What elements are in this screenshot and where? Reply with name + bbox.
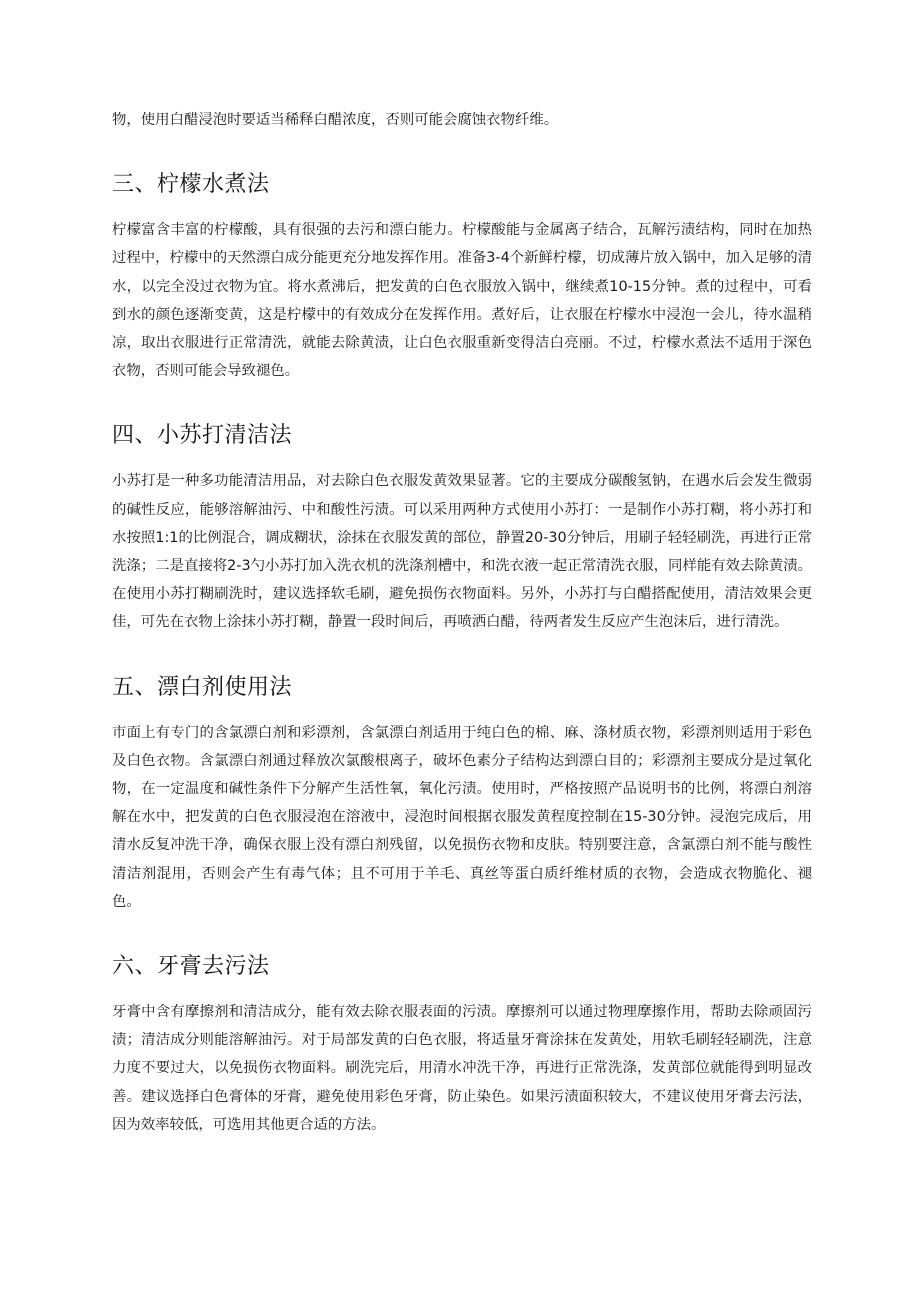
intro-paragraph: 物，使用白醋浸泡时要适当稀释白醋浓度，否则可能会腐蚀衣物纤维。 <box>112 112 559 128</box>
section-body-toothpaste: 牙膏中含有摩擦剂和清洁成分，能有效去除衣服表面的污渍。摩擦剂可以通过物理摩擦作用，帮助去除顽固污渍；清洁成分则能溶解油污。对于局部发黄的白色衣服，将适量牙膏涂抹在发黄处，用软毛刷轻轻刷洗，注意力度不要过大，以免损伤衣物面料。刷洗完后，用清水冲洗干净，再进行正常洗涤，发黄部位就能得到明显改善。建议选择白色膏体的牙膏，避免使用彩色牙膏，防止染色。如果污渍面积较大，不建议使用牙膏去污法，因为效率较低，可选用其他更合适的方法。 <box>112 1004 812 1133</box>
section-heading-baking-soda: 四、小苏打清洁法 <box>112 423 293 449</box>
document-content <box>112 106 812 1139</box>
section-body-lemon: 柠檬富含丰富的柠檬酸，具有很强的去污和漂白能力。柠檬酸能与金属离子结合，瓦解污渍结构，同时在加热过程中，柠檬中的天然漂白成分能更充分地发挥作用。准备3-4个新鲜柠檬，切成薄片放入锅中，加入足够的清水，以完全没过衣物为宜。将水煮沸后，把发黄的白色衣服放入锅中，继续煮10-15分钟。煮的过程中，可看到水的颜色逐渐变黄，这是柠檬中的有效成分在发挥作用。煮好后，让衣服在柠檬水中浸泡一会儿，待水温稍凉，取出衣服进行正常清洗，就能去除黄渍，让白色衣服重新变得洁白亮丽。不过，柠檬水煮法不适用于深色衣物，否则可能会导致褪色。 <box>112 222 812 380</box>
section-body-baking-soda: 小苏打是一种多功能清洁用品，对去除白色衣服发黄效果显著。它的主要成分碳酸氢钠，在遇水后会发生微弱的碱性反应，能够溶解油污、中和酸性污渍。可以采用两种方式使用小苏打：一是制作小苏打糊，将小苏打和水按照1:1的比例混合，调成糊状，涂抹在衣服发黄的部位，静置20-30分钟后，用刷子轻轻刷洗，再进行正常洗涤；二是直接将2-3勺小苏打加入洗衣机的洗涤剂槽中，和洗衣液一起正常清洗衣服，同样能有效去除黄渍。在使用小苏打糊刷洗时，建议选择软毛刷，避免损伤衣物面料。另外，小苏打与白醋搭配使用，清洁效果会更佳，可先在衣物上涂抹小苏打糊，静置一段时间后，再喷洒白醋，待两者发生反应产生泡沫后，进行清洗。 <box>112 473 812 631</box>
section-heading-bleach: 五、漂白剂使用法 <box>112 674 293 700</box>
section-heading-toothpaste: 六、牙膏去污法 <box>112 954 270 980</box>
section-heading-lemon: 三、柠檬水煮法 <box>112 172 270 198</box>
section-body-bleach: 市面上有专门的含氯漂白剂和彩漂剂，含氯漂白剂适用于纯白色的棉、麻、涤材质衣物，彩漂剂则适用于彩色及白色衣物。含氯漂白剂通过释放次氯酸根离子，破坏色素分子结构达到漂白目的；彩漂剂主要成分是过氧化物，在一定温度和碱性条件下分解产生活性氧，氧化污渍。使用时，严格按照产品说明书的比例，将漂白剂溶解在水中，把发黄的白色衣服浸泡在溶液中，浸泡时间根据衣服发黄程度控制在15-30分钟。浸泡完成后，用清水反复冲洗干净，确保衣服上没有漂白剂残留，以免损伤衣物和皮肤。特别要注意，含氯漂白剂不能与酸性清洁剂混用，否则会产生有毒气体；且不可用于羊毛、真丝等蛋白质纤维材质的衣物，会造成衣物脆化、褪色。 <box>112 724 812 910</box>
